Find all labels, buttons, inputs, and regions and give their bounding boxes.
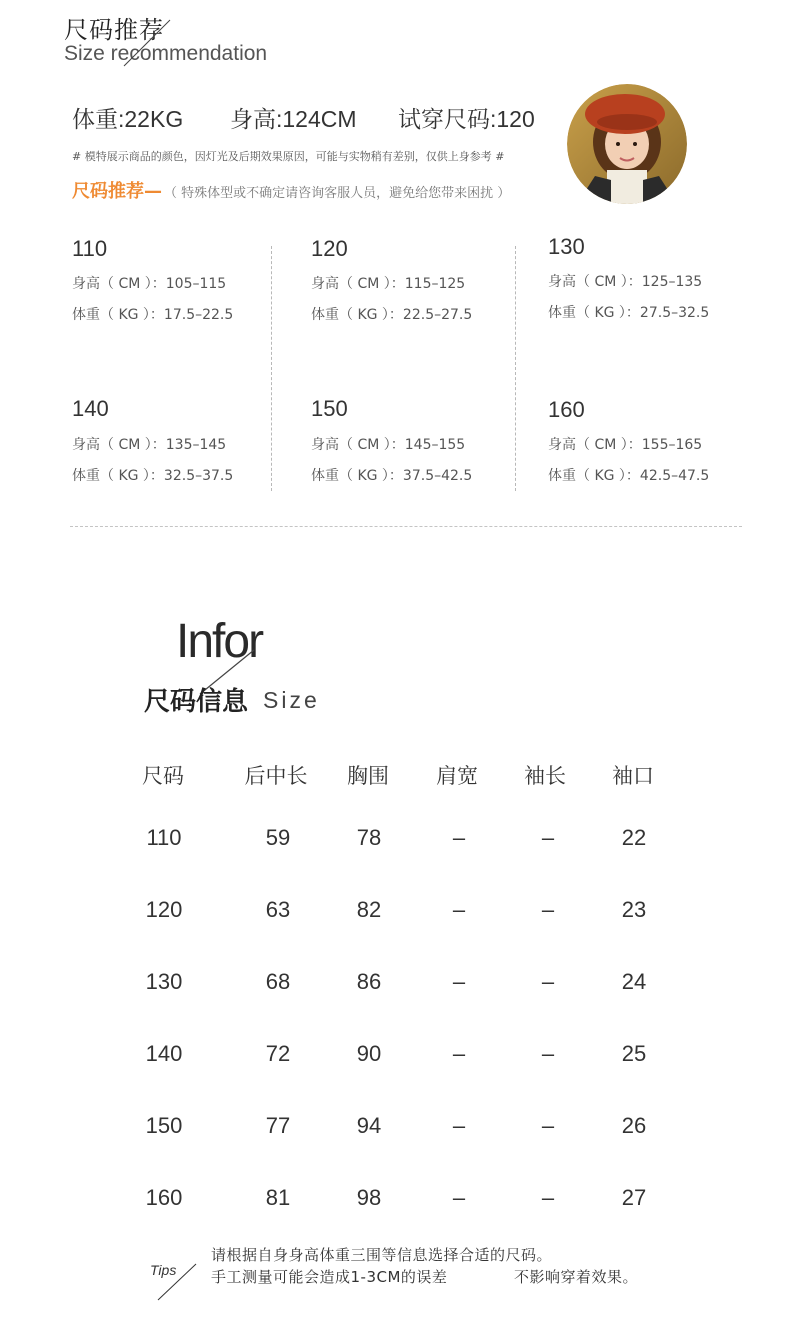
rec-size-130: 130 <box>548 234 585 259</box>
table-cell: 59 <box>265 825 291 850</box>
info-heading-en: Infor <box>176 615 263 668</box>
table-cell: – <box>541 825 555 850</box>
table-cell: 24 <box>621 969 647 994</box>
section-title-en: Size recommendation <box>64 42 268 65</box>
table-cell: 72 <box>265 1041 291 1066</box>
table-cell: 78 <box>356 825 382 850</box>
rec-weight-150: 体重（ KG ）：37.5–42.5 <box>311 468 473 484</box>
table-cell: 160 <box>145 1185 183 1210</box>
col-header-cuff: 袖口 <box>612 764 654 788</box>
table-cell: 130 <box>145 969 183 994</box>
rec-weight-130: 体重（ KG ）：27.5–32.5 <box>548 305 710 321</box>
table-cell: 26 <box>621 1113 647 1138</box>
col-header-shoulder: 肩宽 <box>436 764 478 788</box>
table-cell: 25 <box>621 1041 647 1066</box>
table-cell: 86 <box>356 969 382 994</box>
tips-label: Tips <box>150 1262 177 1278</box>
col-header-back-length: 后中长 <box>244 764 308 788</box>
rec-size-150: 150 <box>311 396 348 421</box>
table-cell: 81 <box>265 1185 291 1210</box>
table-cell: – <box>452 1041 466 1066</box>
table-cell: – <box>541 1113 555 1138</box>
table-cell: – <box>541 1041 555 1066</box>
tips-line-3: 不影响穿着效果。 <box>514 1268 639 1286</box>
section-divider <box>70 526 742 527</box>
rec-size-140: 140 <box>72 396 109 421</box>
decorative-slash <box>156 1262 200 1302</box>
model-size: 试穿尺码:120 <box>398 106 535 132</box>
rec-weight-110: 体重（ KG ）：17.5–22.5 <box>72 307 234 323</box>
table-cell: 150 <box>145 1113 183 1138</box>
table-cell: 94 <box>356 1113 382 1138</box>
model-height: 身高:124CM <box>230 106 357 132</box>
recommend-label: 尺码推荐— <box>72 181 162 202</box>
table-cell: 63 <box>265 897 291 922</box>
table-cell: – <box>452 1113 466 1138</box>
model-avatar <box>567 84 687 204</box>
table-cell: 90 <box>356 1041 382 1066</box>
tips-line-2: 手工测量可能会造成1-3CM的误差 <box>211 1268 448 1286</box>
table-cell: 68 <box>265 969 291 994</box>
table-cell: 120 <box>145 897 183 922</box>
col-header-sleeve-length: 袖长 <box>524 764 566 788</box>
table-cell: – <box>541 897 555 922</box>
table-cell: – <box>452 825 466 850</box>
tips-line-1: 请根据自身身高体重三围等信息选择合适的尺码。 <box>211 1246 553 1264</box>
rec-weight-140: 体重（ KG ）：32.5–37.5 <box>72 468 234 484</box>
table-cell: 98 <box>356 1185 382 1210</box>
grid-divider-vertical <box>515 246 516 491</box>
recommend-note: （ 特殊体型或不确定请咨询客服人员，避免给您带来困扰 ） <box>164 186 511 201</box>
decorative-slash <box>120 18 174 68</box>
rec-height-130: 身高（ CM ）：125–135 <box>548 274 703 290</box>
model-weight: 体重:22KG <box>72 106 184 132</box>
table-cell: 82 <box>356 897 382 922</box>
table-cell: 27 <box>621 1185 647 1210</box>
table-cell: – <box>452 969 466 994</box>
table-cell: 77 <box>265 1113 291 1138</box>
table-cell: – <box>541 969 555 994</box>
model-note: # 模特展示商品的颜色，因灯光及后期效果原因，可能与实物稍有差别，仅供上身参考 # <box>72 150 505 163</box>
rec-height-160: 身高（ CM ）：155–165 <box>548 437 703 453</box>
rec-size-120: 120 <box>311 236 348 261</box>
rec-height-150: 身高（ CM ）：145–155 <box>311 437 466 453</box>
table-cell: – <box>452 897 466 922</box>
rec-size-160: 160 <box>548 397 585 422</box>
table-cell: 23 <box>621 897 647 922</box>
info-title-cn: 尺码信息 <box>144 687 249 717</box>
table-cell: – <box>541 1185 555 1210</box>
section-title-cn: 尺码推荐 <box>64 16 164 44</box>
col-header-size: 尺码 <box>142 764 184 788</box>
table-cell: 22 <box>621 825 647 850</box>
rec-weight-160: 体重（ KG ）：42.5–47.5 <box>548 468 710 484</box>
grid-divider-vertical <box>271 246 272 491</box>
rec-size-110: 110 <box>72 236 108 261</box>
table-cell: – <box>452 1185 466 1210</box>
info-title-en: Size <box>263 687 320 713</box>
rec-height-140: 身高（ CM ）：135–145 <box>72 437 227 453</box>
rec-weight-120: 体重（ KG ）：22.5–27.5 <box>311 307 473 323</box>
col-header-chest: 胸围 <box>347 764 389 788</box>
table-cell: 140 <box>145 1041 183 1066</box>
rec-height-120: 身高（ CM ）：115–125 <box>311 276 466 292</box>
table-cell: 110 <box>146 825 182 850</box>
rec-height-110: 身高（ CM ）：105–115 <box>72 276 227 292</box>
